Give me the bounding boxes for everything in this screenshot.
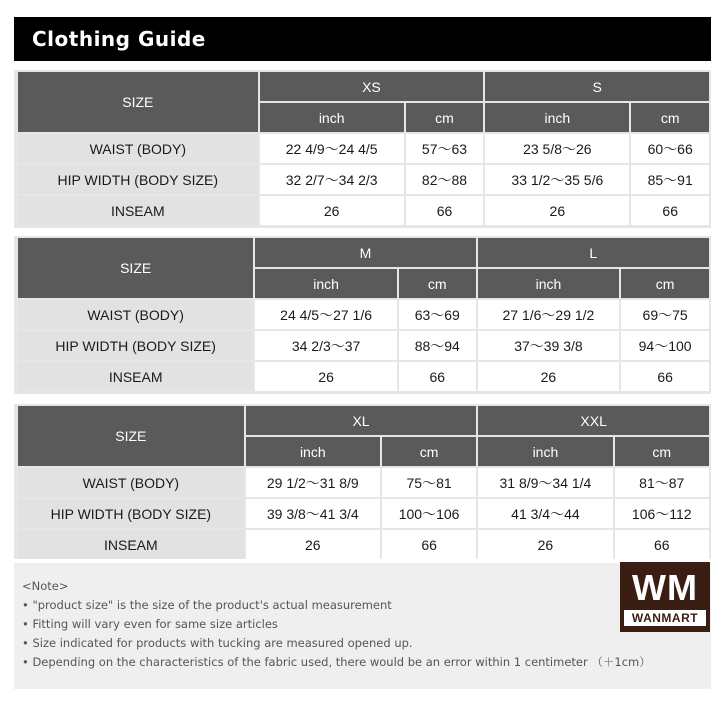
measurement-label: HIP WIDTH (BODY SIZE) bbox=[18, 331, 253, 360]
value-cm: 106～112 bbox=[615, 499, 710, 528]
table-row bbox=[18, 530, 709, 559]
value-inch: 31 8/9～34 1/4 bbox=[478, 468, 612, 497]
note-item: • Fitting will vary even for same size articles bbox=[22, 615, 711, 634]
size-table bbox=[16, 70, 711, 227]
unit-cm: cm bbox=[406, 103, 484, 132]
size-header-row bbox=[18, 238, 709, 267]
value-inch: 22 4/9～24 4/5 bbox=[260, 134, 404, 163]
size-panel bbox=[14, 236, 711, 394]
measurement-label: INSEAM bbox=[18, 362, 253, 391]
unit-cm: cm bbox=[631, 103, 709, 132]
size-panel bbox=[14, 404, 711, 559]
table-row bbox=[18, 331, 709, 360]
value-inch: 37～39 3/8 bbox=[478, 331, 620, 360]
value-inch: 41 3/4～44 bbox=[478, 499, 612, 528]
unit-inch: inch bbox=[260, 103, 404, 132]
page-title: Clothing Guide bbox=[32, 27, 206, 51]
value-cm: 66 bbox=[631, 196, 709, 225]
notes-title: <Note> bbox=[22, 579, 69, 593]
size-name: S bbox=[485, 72, 709, 101]
value-inch: 26 bbox=[255, 362, 397, 391]
value-cm: 66 bbox=[621, 362, 709, 391]
note-item: • Depending on the characteristics of the fabric used, there would be an error within 1 centimeter （＋1cm） bbox=[22, 653, 711, 672]
value-inch: 27 1/6～29 1/2 bbox=[478, 300, 620, 329]
unit-inch: inch bbox=[478, 269, 620, 298]
value-cm: 81～87 bbox=[615, 468, 710, 497]
logo-mark: WM bbox=[632, 567, 698, 608]
measurement-label: INSEAM bbox=[18, 530, 244, 559]
value-inch: 26 bbox=[478, 362, 620, 391]
wanmart-logo bbox=[620, 562, 710, 632]
unit-inch: inch bbox=[255, 269, 397, 298]
value-inch: 39 3/8～41 3/4 bbox=[246, 499, 380, 528]
value-cm: 66 bbox=[382, 530, 476, 559]
note-item: • Size indicated for products with tucking are measured opened up. bbox=[22, 634, 711, 653]
value-cm: 100～106 bbox=[382, 499, 476, 528]
value-cm: 75～81 bbox=[382, 468, 476, 497]
unit-cm: cm bbox=[382, 437, 476, 466]
value-inch: 24 4/5～27 1/6 bbox=[255, 300, 397, 329]
measurement-label: HIP WIDTH (BODY SIZE) bbox=[18, 165, 258, 194]
size-name: L bbox=[478, 238, 709, 267]
value-cm: 85～91 bbox=[631, 165, 709, 194]
value-inch: 26 bbox=[246, 530, 380, 559]
table-row bbox=[18, 134, 709, 163]
unit-cm: cm bbox=[399, 269, 476, 298]
note-item: • "product size" is the size of the product's actual measurement bbox=[22, 596, 711, 615]
measurement-label: HIP WIDTH (BODY SIZE) bbox=[18, 499, 244, 528]
value-inch: 32 2/7～34 2/3 bbox=[260, 165, 404, 194]
value-inch: 26 bbox=[478, 530, 612, 559]
unit-inch: inch bbox=[478, 437, 612, 466]
value-inch: 29 1/2～31 8/9 bbox=[246, 468, 380, 497]
size-table bbox=[16, 236, 711, 393]
table-row bbox=[18, 165, 709, 194]
measurement-label: WAIST (BODY) bbox=[18, 134, 258, 163]
unit-inch: inch bbox=[485, 103, 629, 132]
value-cm: 57～63 bbox=[406, 134, 484, 163]
table-row bbox=[18, 499, 709, 528]
value-cm: 63～69 bbox=[399, 300, 476, 329]
unit-cm: cm bbox=[615, 437, 710, 466]
value-cm: 82～88 bbox=[406, 165, 484, 194]
value-cm: 66 bbox=[406, 196, 484, 225]
size-label: SIZE bbox=[18, 72, 258, 132]
size-header-row bbox=[18, 406, 709, 435]
measurement-label: WAIST (BODY) bbox=[18, 300, 253, 329]
table-row bbox=[18, 196, 709, 225]
size-name: M bbox=[255, 238, 475, 267]
size-table bbox=[16, 404, 711, 561]
size-label: SIZE bbox=[18, 406, 244, 466]
logo-text: WANMART bbox=[624, 610, 706, 626]
value-cm: 88～94 bbox=[399, 331, 476, 360]
size-name: XS bbox=[260, 72, 484, 101]
measurement-label: INSEAM bbox=[18, 196, 258, 225]
table-row bbox=[18, 362, 709, 391]
value-inch: 34 2/3～37 bbox=[255, 331, 397, 360]
value-inch: 26 bbox=[260, 196, 404, 225]
value-cm: 60～66 bbox=[631, 134, 709, 163]
value-cm: 66 bbox=[399, 362, 476, 391]
size-name: XXL bbox=[478, 406, 709, 435]
value-cm: 69～75 bbox=[621, 300, 709, 329]
size-header-row bbox=[18, 72, 709, 101]
value-cm: 94～100 bbox=[621, 331, 709, 360]
unit-cm: cm bbox=[621, 269, 709, 298]
notes-section bbox=[14, 563, 711, 689]
value-inch: 26 bbox=[485, 196, 629, 225]
value-inch: 33 1/2～35 5/6 bbox=[485, 165, 629, 194]
measurement-label: WAIST (BODY) bbox=[18, 468, 244, 497]
value-cm: 66 bbox=[615, 530, 710, 559]
size-name: XL bbox=[246, 406, 477, 435]
table-row bbox=[18, 468, 709, 497]
table-row bbox=[18, 300, 709, 329]
value-inch: 23 5/8～26 bbox=[485, 134, 629, 163]
unit-inch: inch bbox=[246, 437, 380, 466]
size-label: SIZE bbox=[18, 238, 253, 298]
page-header bbox=[14, 17, 711, 61]
size-panel bbox=[14, 70, 711, 228]
